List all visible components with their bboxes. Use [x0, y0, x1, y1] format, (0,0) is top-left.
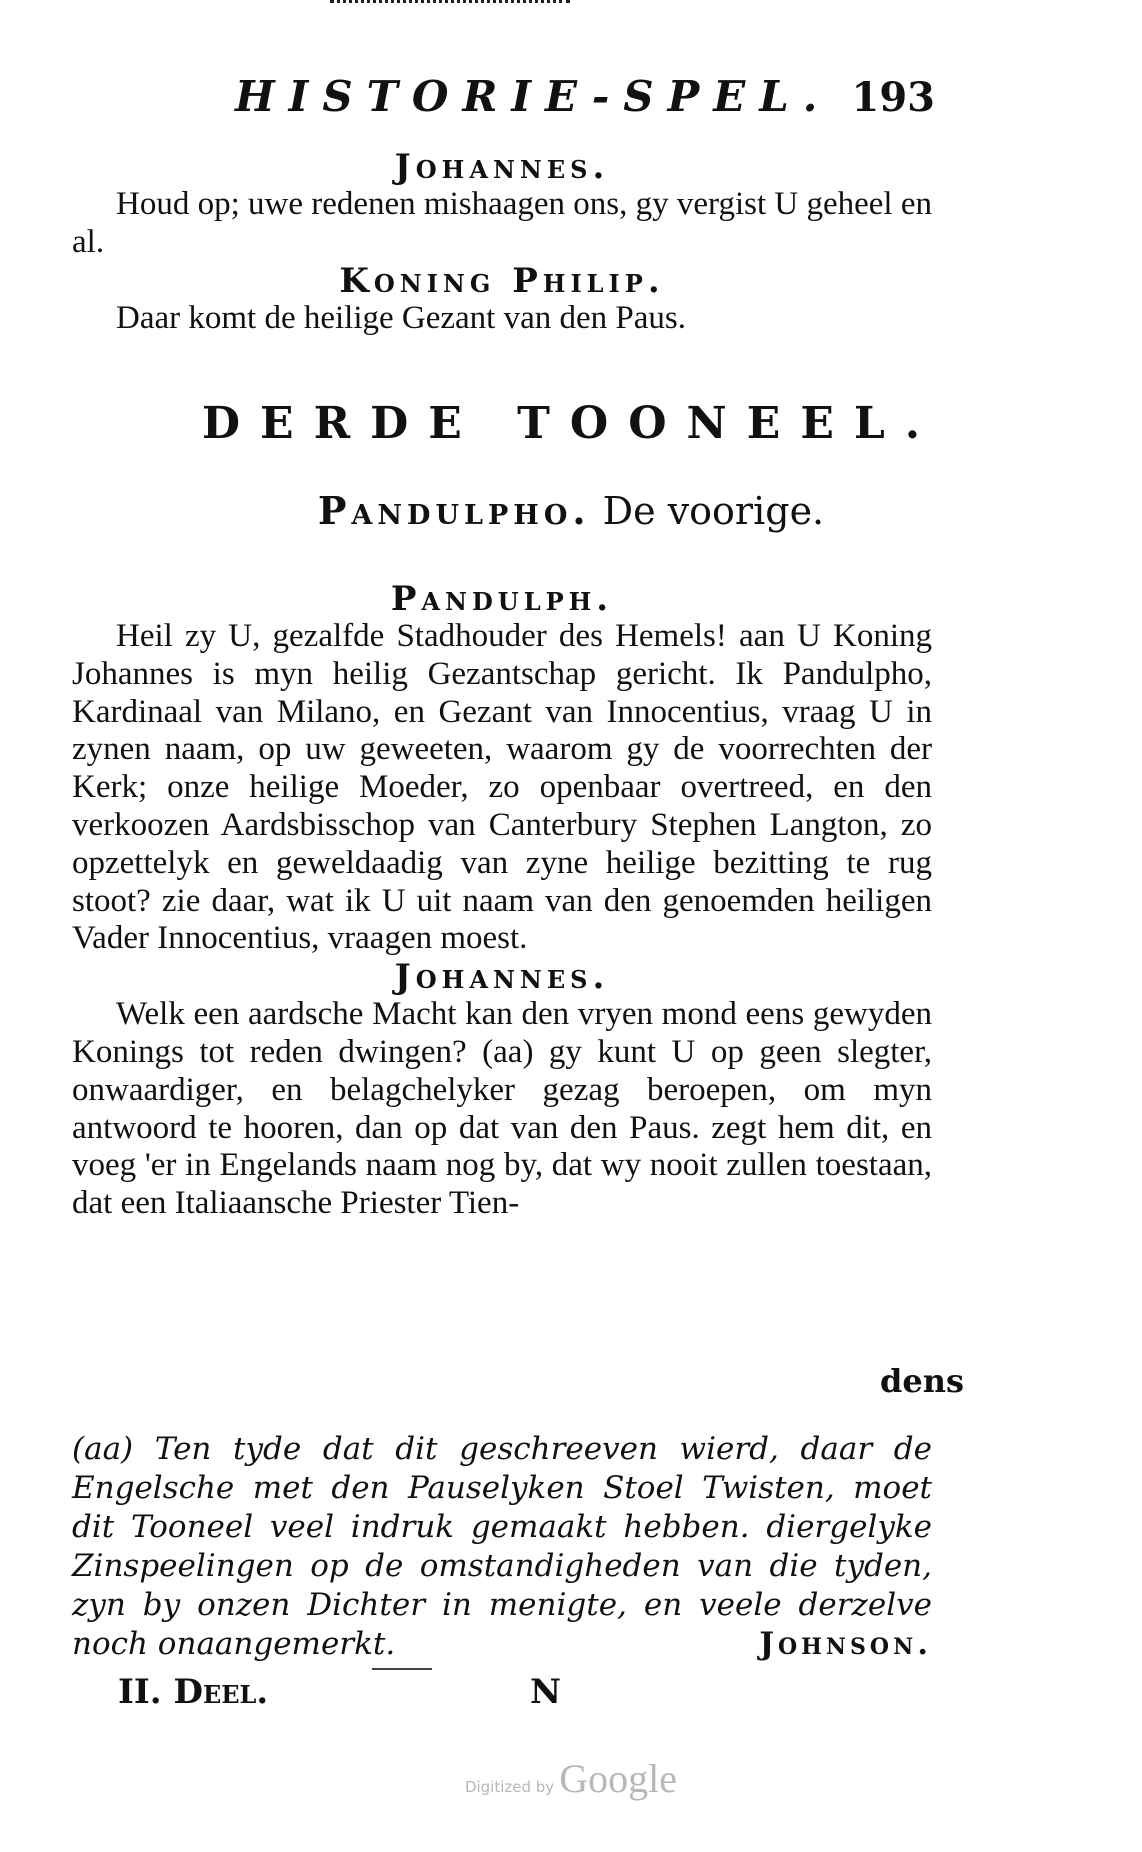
footer-divider — [372, 1668, 432, 1670]
speech-text: Daar komt de heilige Gezant van den Paus. — [116, 299, 686, 336]
speech-text: Houd op; uwe redenen mishaagen ons, gy vergist U geheel en al. — [72, 186, 932, 260]
speaker-name: Pandulph. — [390, 579, 614, 619]
volume-label: II. Deel. — [118, 1672, 269, 1712]
page-edge-rule — [330, 0, 570, 9]
scene-title: DERDE TOONEEL. — [201, 398, 941, 449]
page-header — [235, 72, 935, 122]
watermark-brand: Google — [559, 1756, 678, 1801]
speech-text: Heil zy U, gezalfde Stadhouder des Hemels! aan U Koning Johannes is myn heilig Gezantschap gericht. Ik Pandulpho, Kardinaal van Milano, en Gezant van Innocentius, vraag U in zynen naam, op uw geweeten, waarom gy de voorrechten der Kerk; onze heilige Moeder, zo openbaar overtreed, en den verkoozen Aardsbisschop van Canterbury Stephen Langton, zo opzettelyk en geweldaadig van zyne heilige bezitting te rug stoot? zie daar, wat ik U uit naam van den genoemden heiligen Vader Innocentius, vraagen moest. — [72, 618, 932, 957]
signature-mark: N — [530, 1672, 562, 1712]
speaker-name: Koning Philip. — [339, 260, 665, 301]
speaker-name: Johannes. — [394, 957, 610, 998]
watermark-small-text: Digitized by — [464, 1778, 555, 1796]
footnote — [72, 1430, 932, 1664]
scene-persons — [0, 488, 1142, 533]
scene-person-name: Pandulpho. — [317, 488, 591, 533]
running-title: HISTORIE-SPEL. — [235, 72, 832, 121]
footnote-text: (aa) Ten tyde dat dit geschreeven wierd, daar de Engelsche met den Pauselyken Stoel Twisten, moet dit Tooneel veel indruk gemaakt hebben. diergelyke Zinspeelingen op de omstandigheden van die tyden, zyn by onzen Dichter in menigte, en veele derzelve noch onaangemerkt. — [72, 1431, 932, 1662]
digitization-watermark — [0, 1755, 1142, 1802]
speaker-name: Johannes. — [394, 147, 610, 187]
catchword: dens — [880, 1362, 965, 1400]
scene-person-rest: De voorige. — [602, 489, 825, 533]
page-number: 193 — [851, 74, 935, 121]
opening-dialogue — [72, 148, 932, 337]
main-dialogue — [72, 580, 932, 1223]
speech-text: Welk een aardsche Macht kan den vryen mond eens gewyden Konings tot reden dwingen? (aa) gy kunt U op geen slegter, onwaardiger, en belagchelyker gezag beroepen, om myn antwoord te hooren, dan op dat van den Paus. zegt hem dit, en voeg 'er in Engelands naam nog by, dat wy nooit zullen toestaan, dat een Italiaansche Priester Tien- — [72, 996, 932, 1222]
footnote-signature: Johnson. — [759, 1626, 932, 1662]
